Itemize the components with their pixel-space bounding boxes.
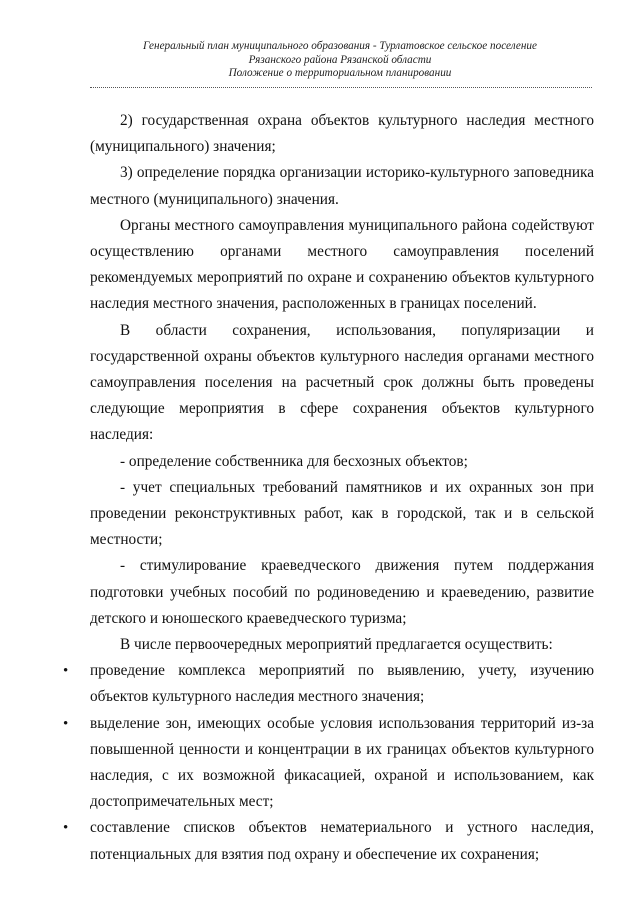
list-item bbox=[63, 711, 594, 816]
paragraph-item-3: 3) определение порядка организации историко-культурного заповедника местного (муниципального) значения. bbox=[90, 164, 594, 208]
paragraph-heritage-measures: В области сохранения, использования, популяризации и государственной охраны объектов культурного наследия органами местного самоуправления поселения на расчетный срок должны быть проведены следующие мероприятия в сфере сохранения объектов культурного наследия: bbox=[90, 321, 594, 444]
paragraph-municipal-bodies: Органы местного самоуправления муниципального района содействуют осуществлению органами местного самоуправления поселений рекомендуемых мероприятий по охране и сохранению объектов культурного наследия местного значения, расположенных в границах поселений. bbox=[90, 216, 594, 313]
bullet-icon: • bbox=[63, 820, 69, 837]
paragraph-item-2: 2) государственная охрана объектов культурного наследия местного (муниципального) значения; bbox=[90, 112, 594, 156]
header-line-3: Положение о территориальном планировании bbox=[228, 67, 452, 79]
list-item-text: выделение зон, имеющих особые условия использования территорий из-за повышенной ценности и концентрации в их границах объектов культурного наследия, с их возможной фикасацией, охраной и использованием, как достопримечательных мест; bbox=[90, 714, 594, 811]
header-divider bbox=[90, 87, 592, 88]
dash-item-owner: - определение собственника для бесхозных объектов; bbox=[120, 452, 468, 470]
paragraph-priority-intro: В числе первоочередных мероприятий предлагается осуществить: bbox=[120, 636, 553, 654]
document-body bbox=[63, 108, 594, 868]
dash-item-local-history: - стимулирование краеведческого движения путем поддержания подготовки учебных пособий по родиноведению и краеведению, развитие детского и юношеского краеведческого туризма; bbox=[90, 557, 594, 627]
bullet-icon: • bbox=[63, 663, 69, 680]
list-item bbox=[63, 658, 594, 710]
header-line-2: Рязанского района Рязанской области bbox=[248, 53, 432, 66]
list-item-text: проведение комплекса мероприятий по выявлению, учету, изучению объектов культурного наследия местного значения; bbox=[90, 662, 594, 706]
list-item-text: составление списков объектов нематериального и устного наследия, потенциальных для взятия под охрану и обеспечение их сохранения; bbox=[90, 819, 594, 863]
header-line-1: Генеральный план муниципального образования - Турлатовское сельское поселение bbox=[143, 40, 537, 52]
list-item bbox=[63, 815, 594, 867]
dash-item-requirements: - учет специальных требований памятников и их охранных зон при проведении реконструктивных работ, как в городской, так и в сельской местности; bbox=[90, 478, 594, 549]
bullet-icon: • bbox=[63, 715, 69, 732]
running-header bbox=[90, 40, 590, 81]
priority-measures-list bbox=[63, 658, 594, 868]
